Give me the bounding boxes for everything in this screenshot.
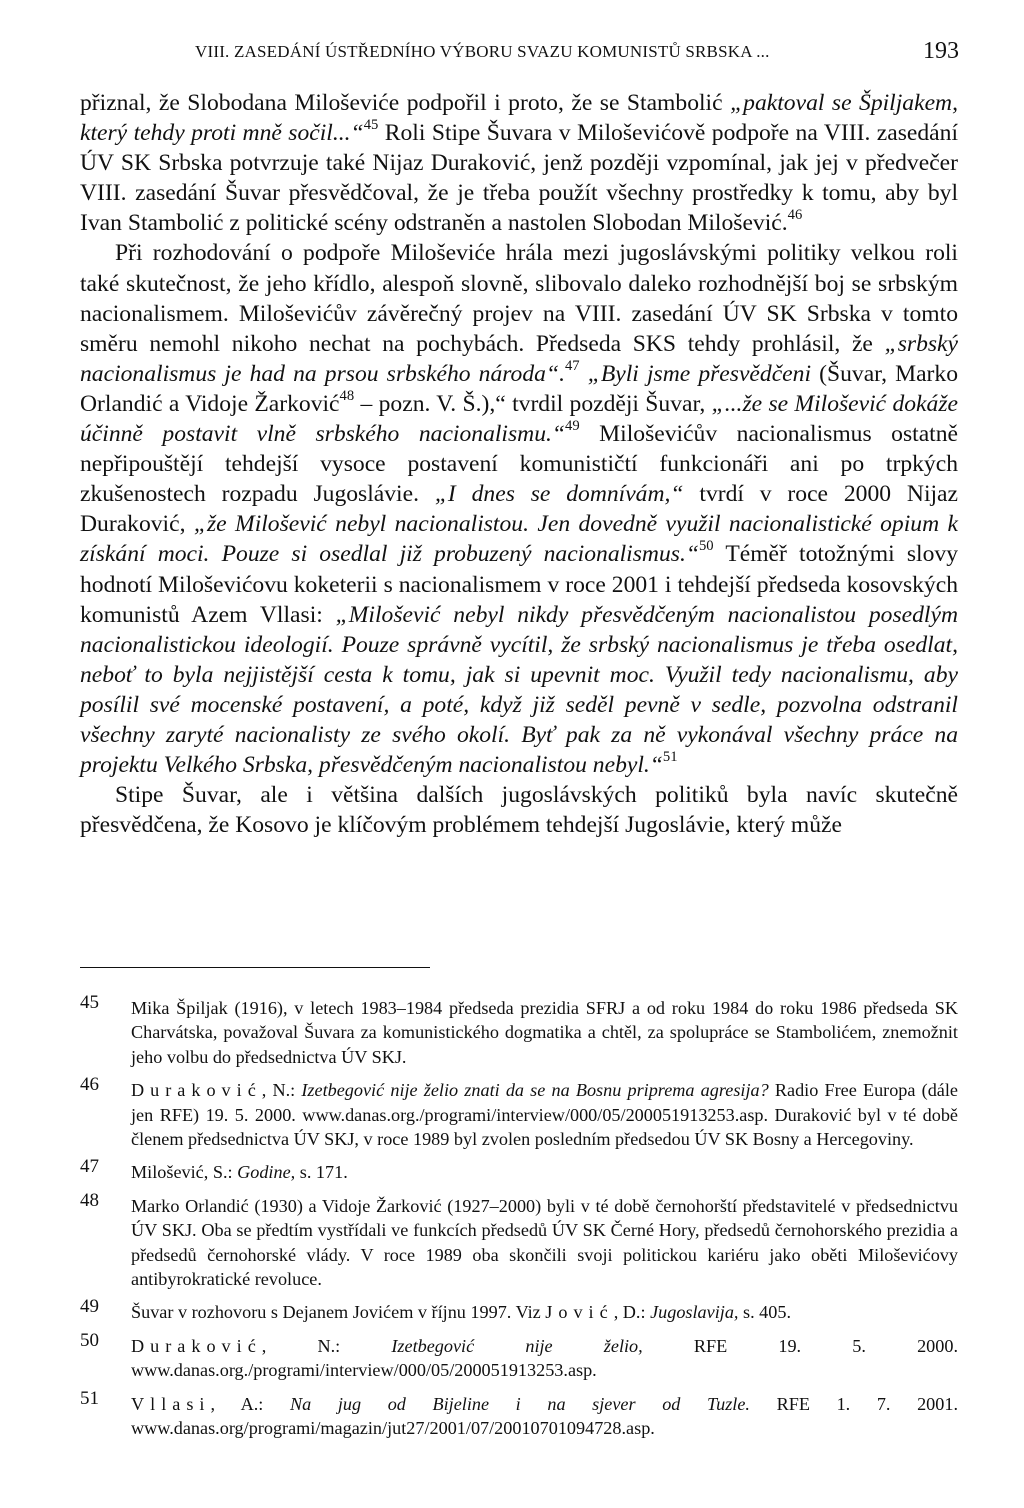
text-run: , D.: [613,1302,651,1323]
cited-author: Duraković [131,1080,262,1101]
text-run: Roli Stipe Šuvara v Miloševićově podpoře na VIII. zasedání ÚV SK Srbska potvrzuje také Nijaz Duraković, jenž později vzpomínal, jak jej v předvečer VIII. zasedání Šuvar přesvědčoval, že je třeba použít všechny prostředky k tomu, aby byl Ivan Stambolić z politické scény odstraněn a nastolen Slobodan Milošević. [80,120,958,237]
footnote-ref: 46 [787,207,803,224]
text-run: – pozn. V. Š.),“ tvrdil později Šuvar, [354,390,712,417]
quote: „I dnes se domnívám,“ [434,481,684,508]
footnote-ref: 49 [565,417,580,434]
footnote-46 [80,1074,958,1151]
text-run: Miloševićův nacionalismus ostatně nepřipouštějí tehdejší vysoce postavení komunističtí funkcionáři ani po trpkých zkušenostech rozpadu Jugoslávie. [80,421,958,508]
cited-author: Duraković [131,1335,262,1356]
text-run: RFE 19. 5. 2000. www.danas.org./programi/interview/000/05/200051913253.asp. [131,1335,958,1381]
quote: „že Milošević nebyl nacionalistou. Jen dovedně využil nacionalistické opium k získání moci. Pouze si osedlal již probuzený nacionalismus.“ [80,511,958,568]
footnote-number: 49 [80,1296,99,1318]
footnote-separator [80,967,430,968]
cited-author: Jović [545,1302,614,1323]
cited-title: Izetbegović nije želio, [391,1335,643,1356]
footnote-number: 51 [80,1387,99,1409]
quote: „paktoval se Špiljakem, který tehdy proti mně sočil...“ [80,90,958,147]
text-run: , N.: [261,1335,392,1356]
footnote-ref: 50 [698,538,714,555]
quote: „Milošević nebyl nikdy přesvědčeným nacionalistou posedlým nacionalistickou ideologií. Pouze správně vycítil, že srbský nacionalismus je třeba osedlat, neboť to byla nejjistější cesta k tomu, jak si upevnit moc. Využil tedy nacionalismu, aby posílil své mocenské postavení, a poté, když již seděl pevně v sedle, pozvolna odstranil všechny zaryté nacionalisty ze svého okolí. Byť pak za ně vykonával všechny práce na projektu Velkého Srbska, přesvědčeným nacionalistou nebyl.“ [80,601,958,779]
footnote-number: 50 [80,1329,99,1351]
text-run: Milošević, S.: [131,1162,238,1183]
text-run [580,361,588,387]
footnote-50 [80,1329,958,1383]
quote: „Byli jsme přesvědčeni [587,360,811,387]
text-run: , N.: [261,1080,302,1101]
text-run: (Šuvar, Marko Orlandić a Vidoje Žarković [80,360,958,417]
text-run: Šuvar v rozhovoru s Dejanem Jovićem v říjnu 1997. Viz [131,1302,546,1323]
page-number: 193 [923,38,959,64]
footnote-ref: 47 [564,357,580,374]
cited-title: Na jug od Bijeline i na sjever od Tuzle. [289,1393,750,1414]
main-text [80,88,958,840]
footnote-number: 46 [80,1074,99,1096]
cited-title: Jugoslavija, [650,1302,739,1323]
chapter-title: VIII. ZASEDÁNÍ ÚSTŘEDNÍHO VÝBORU SVAZU KOMUNISTŮ SRBSKA ... [195,42,770,61]
footnote-45 [80,992,958,1069]
quote: „...že se Milošević dokáže účinně postavit vlně srbského nacionalismu.“ [80,390,958,448]
footnote-49 [80,1296,958,1324]
text-run: Stipe Šuvar, ale i většina dalších jugoslávských politiků byla navíc skutečně přesvědčena, že Kosovo je klíčovým problémem tehdejší Jugoslávie, který může [80,782,958,839]
footnote-ref: 48 [339,387,355,404]
text-run: Při rozhodování o podpoře Miloševiće hrála mezi jugoslávskými politiky velkou roli také skutečnost, že jeho křídlo, alespoň slovně, slibovalo daleko rozhodnější boj se srbským nacionalismem. Miloševićův závěrečný projev na VIII. zasedání ÚV SK Srbska v tomto směru nemohl nikoho nechat na pochybách. Předseda SKS tehdy prohlásil, že [80,240,958,357]
paragraph-1 [80,88,958,238]
cited-title: Izetbegović nije želio znati da se na Bosnu priprema agresija? [301,1080,769,1101]
text-run: Téměř totožnými slovy hodnotí Miloševićovu koketerii s nacionalismem v roce 2001 i tehdejší předseda kosovských komunistů Azem Vllasi: [80,541,958,628]
paragraph-2 [80,238,958,780]
footnote-47 [80,1156,958,1184]
text-run: Radio Free Europa (dále jen RFE) 19. 5. 2000. www.danas.org./programi/interview/000/05/200051913253.asp. Duraković byl v té době členem předsednictva ÚV SKJ, v roce 1989 byl zvolen posledním předsedou ÚV SK Bosny a Hercegoviny. [131,1080,958,1150]
text-run: tvrdí v roce 2000 Nijaz Duraković, [80,481,958,538]
text-run: , A.: [210,1393,290,1414]
text-run: s. 405. [738,1302,792,1323]
running-header [195,38,959,68]
text-run: s. 171. [295,1162,348,1183]
footnotes [80,992,959,1450]
paragraph-3 [80,780,958,840]
quote: „srbský nacionalismus je had na prsou srbského národa“. [80,330,958,387]
cited-title: Godine, [237,1162,296,1183]
text-run: RFE 1. 7. 2001. www.danas.org/programi/magazin/jut27/2001/07/20010701094728.asp. [131,1393,959,1439]
footnote-text: Mika Špiljak (1916), v letech 1983–1984 předseda prezidia SFRJ a od roku 1984 do roku 1986 předseda SK Charvátska, považoval Šuvara za komunistického dogmatika a chtěl, za spolupráce se Stambolićem, znemožnit jeho volbu do předsednictva ÚV SKJ. [131,998,958,1067]
footnote-ref: 51 [662,749,678,766]
footnote-number: 45 [80,992,99,1013]
footnote-text: Marko Orlandić (1930) a Vidoje Žarković (1927–2000) byli v té době černohorští představitelé v předsednictvu ÚV SKJ. Oba se předtím vystřídali ve funkcích předsedů ÚV SK Černé Hory, předsedů černohorského prezidia a předsedů černohorské vlády. V roce 1989 oba skončili svoji politickou kariéru jako oběti Miloševićovy antibyrokratické revoluce. [131,1195,958,1290]
text-run: přiznal, že Slobodana Miloševiće podpořil i proto, že se Stambolić [80,90,731,116]
footnote-51 [80,1387,959,1441]
footnote-ref: 45 [363,117,379,134]
footnote-48 [80,1189,958,1292]
footnote-number: 48 [80,1189,99,1211]
footnote-number: 47 [80,1156,99,1178]
cited-author: Vllasi [131,1393,211,1414]
